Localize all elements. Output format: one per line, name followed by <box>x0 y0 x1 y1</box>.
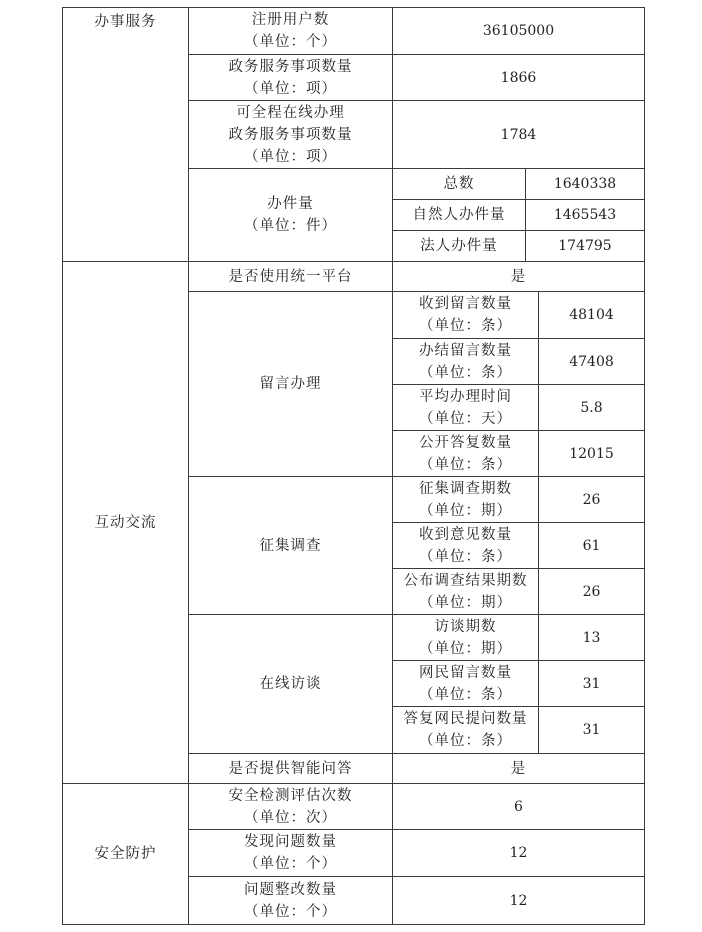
survey-results-value: 26 <box>582 583 601 600</box>
issues-fixed-label: 问题整改数量 （单位：个） <box>244 881 337 920</box>
assessments-label: 安全检测评估次数 （单位：次） <box>228 787 353 826</box>
section-title-service <box>63 8 188 264</box>
grid-line <box>644 7 645 924</box>
messages-handled-label: 办结留言数量 （单位：条） <box>419 342 512 381</box>
interview-answers-label: 答复网民提问数量 （单位：条） <box>403 711 528 749</box>
cases-natural-value: 1465543 <box>553 207 617 223</box>
cases-legal-label: 法人办件量 <box>420 238 498 254</box>
public-replies-value: 12015 <box>569 445 614 462</box>
smart-qa-label: 是否提供智能问答 <box>228 760 353 777</box>
survey-results-label: 公布调查结果期数 （单位：期） <box>403 572 528 611</box>
cases-legal-value: 174795 <box>558 238 612 254</box>
issues-fixed-value: 12 <box>509 892 528 909</box>
issues-found-value: 12 <box>509 845 528 861</box>
online-items-value: 1784 <box>500 126 537 143</box>
registered-users-value: 36105000 <box>482 23 555 39</box>
survey-opinions-value: 61 <box>582 537 601 554</box>
messages-handled-value: 47408 <box>569 353 614 370</box>
messages-group-label: 留言办理 <box>259 376 322 392</box>
avg-time-label: 平均办理时间 （单位：天） <box>419 388 512 427</box>
interview-group-label: 在线访谈 <box>259 676 322 692</box>
section-title-text: 办事服务 <box>94 14 157 30</box>
cases-total-value: 1640338 <box>553 176 617 192</box>
survey-group-label: 征集调查 <box>259 537 322 554</box>
assessments-value: 6 <box>514 798 523 815</box>
interview-periods-value: 13 <box>582 629 601 646</box>
interview-periods-label: 访谈期数 （单位：期） <box>419 618 512 657</box>
section-title-text: 互动交流 <box>94 514 157 531</box>
cases-natural-label: 自然人办件量 <box>412 207 506 223</box>
interview-messages-label: 网民留言数量 （单位：条） <box>419 664 512 703</box>
interview-answers-value: 31 <box>582 722 601 738</box>
service-items-label: 政务服务事项数量 （单位：项） <box>228 58 353 97</box>
cases-label: 办件量 （单位：件） <box>244 196 337 234</box>
messages-received-label: 收到留言数量 （单位：条） <box>419 296 512 334</box>
messages-received-value: 48104 <box>569 307 614 323</box>
avg-time-value: 5.8 <box>580 399 603 416</box>
grid-line <box>62 924 645 925</box>
public-replies-label: 公开答复数量 （单位：条） <box>419 434 512 473</box>
survey-periods-value: 26 <box>582 491 601 508</box>
registered-users-label: 注册用户数 （单位：个） <box>244 12 337 50</box>
unified-platform-label: 是否使用统一平台 <box>228 268 353 285</box>
cases-total-label: 总数 <box>443 176 475 192</box>
interview-messages-value: 31 <box>582 675 601 692</box>
section-title-interaction <box>63 262 188 783</box>
unified-platform-value: 是 <box>510 268 527 285</box>
issues-found-label: 发现问题数量 （单位：个） <box>244 834 337 872</box>
section-title-security <box>63 784 188 924</box>
survey-periods-label: 征集调查期数 （单位：期） <box>419 480 512 519</box>
service-items-value: 1866 <box>500 69 537 86</box>
section-title-text: 安全防护 <box>94 846 157 862</box>
survey-opinions-label: 收到意见数量 （单位：条） <box>419 526 512 565</box>
online-items-label: 可全程在线办理 政务服务事项数量 （单位：项） <box>228 104 353 165</box>
smart-qa-value: 是 <box>510 760 527 777</box>
